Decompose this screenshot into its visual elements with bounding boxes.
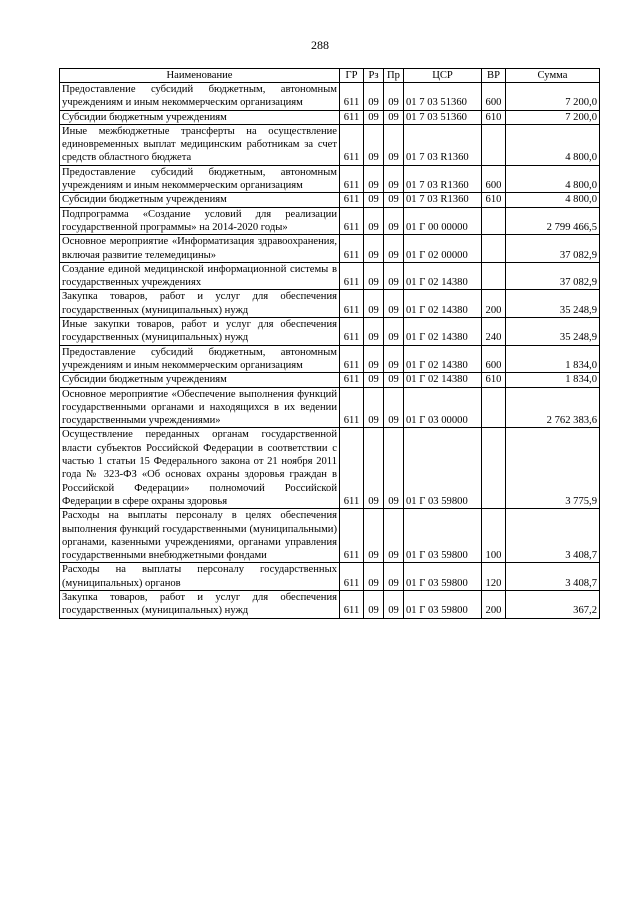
cell-gr: 611 — [340, 262, 364, 290]
cell-vr: 120 — [482, 563, 506, 591]
cell-gr: 611 — [340, 235, 364, 263]
cell-pr: 09 — [384, 345, 404, 373]
cell-vr: 100 — [482, 509, 506, 563]
table-row — [60, 124, 600, 165]
cell-vr — [482, 124, 506, 165]
column-header-vr: ВР — [482, 69, 506, 83]
cell-pr: 09 — [384, 207, 404, 235]
cell-csr: 01 Г 02 00000 — [404, 235, 482, 263]
cell-rz: 09 — [364, 345, 384, 373]
table-row — [60, 290, 600, 318]
column-header-pr: Пр — [384, 69, 404, 83]
cell-sum: 4 800,0 — [506, 124, 600, 165]
cell-csr: 01 Г 02 14380 — [404, 373, 482, 387]
cell-pr: 09 — [384, 83, 404, 111]
column-header-name: Наименование — [60, 69, 340, 83]
cell-rz: 09 — [364, 428, 384, 509]
cell-vr: 240 — [482, 318, 506, 346]
cell-rz: 09 — [364, 165, 384, 193]
cell-pr: 09 — [384, 262, 404, 290]
cell-gr: 611 — [340, 345, 364, 373]
cell-vr — [482, 207, 506, 235]
cell-name: Расходы на выплаты персоналу в целях обеспечения выполнения функций государственными (муниципальными) органами, казенными учреждениями, органами управления государственными внебюджетными фондами — [60, 509, 340, 563]
cell-csr: 01 Г 03 59800 — [404, 509, 482, 563]
cell-rz: 09 — [364, 509, 384, 563]
cell-vr — [482, 262, 506, 290]
cell-name: Закупка товаров, работ и услуг для обеспечения государственных (муниципальных) нужд — [60, 290, 340, 318]
cell-gr: 611 — [340, 110, 364, 124]
cell-sum: 7 200,0 — [506, 110, 600, 124]
cell-pr: 09 — [384, 165, 404, 193]
cell-rz: 09 — [364, 235, 384, 263]
table-row — [60, 318, 600, 346]
cell-pr: 09 — [384, 590, 404, 618]
cell-vr: 200 — [482, 290, 506, 318]
cell-pr: 09 — [384, 110, 404, 124]
cell-pr: 09 — [384, 124, 404, 165]
table-row — [60, 563, 600, 591]
cell-sum: 1 834,0 — [506, 345, 600, 373]
table-row — [60, 262, 600, 290]
cell-name: Подпрограмма «Создание условий для реализации государственной программы» на 2014-2020 годы» — [60, 207, 340, 235]
cell-name: Закупка товаров, работ и услуг для обеспечения государственных (муниципальных) нужд — [60, 590, 340, 618]
cell-pr: 09 — [384, 509, 404, 563]
column-header-csr: ЦСР — [404, 69, 482, 83]
cell-name: Расходы на выплаты персоналу государственных (муниципальных) органов — [60, 563, 340, 591]
cell-vr — [482, 428, 506, 509]
cell-gr: 611 — [340, 193, 364, 207]
cell-name: Предоставление субсидий бюджетным, автономным учреждениям и иным некоммерческим организациям — [60, 345, 340, 373]
table-row — [60, 387, 600, 428]
page-number: 288 — [311, 38, 329, 52]
cell-pr: 09 — [384, 428, 404, 509]
cell-csr: 01 Г 02 14380 — [404, 262, 482, 290]
cell-vr — [482, 235, 506, 263]
cell-csr: 01 Г 03 59800 — [404, 590, 482, 618]
table-row — [60, 165, 600, 193]
cell-gr: 611 — [340, 290, 364, 318]
cell-pr: 09 — [384, 563, 404, 591]
cell-gr: 611 — [340, 428, 364, 509]
cell-csr: 01 Г 00 00000 — [404, 207, 482, 235]
column-header-sum: Сумма — [506, 69, 600, 83]
cell-rz: 09 — [364, 387, 384, 428]
cell-csr: 01 Г 03 59800 — [404, 563, 482, 591]
cell-csr: 01 Г 02 14380 — [404, 318, 482, 346]
cell-csr: 01 7 03 R1360 — [404, 124, 482, 165]
cell-rz: 09 — [364, 110, 384, 124]
table-row — [60, 428, 600, 509]
cell-rz: 09 — [364, 193, 384, 207]
cell-sum: 35 248,9 — [506, 290, 600, 318]
cell-gr: 611 — [340, 207, 364, 235]
cell-name: Основное мероприятие «Информатизация здравоохранения, включая развитие телемедицины» — [60, 235, 340, 263]
cell-gr: 611 — [340, 318, 364, 346]
column-header-gr: ГР — [340, 69, 364, 83]
table-row — [60, 193, 600, 207]
cell-sum: 4 800,0 — [506, 193, 600, 207]
cell-rz: 09 — [364, 290, 384, 318]
cell-csr: 01 Г 02 14380 — [404, 345, 482, 373]
table-row — [60, 207, 600, 235]
cell-csr: 01 Г 03 59800 — [404, 428, 482, 509]
cell-csr: 01 Г 02 14380 — [404, 290, 482, 318]
cell-pr: 09 — [384, 387, 404, 428]
cell-rz: 09 — [364, 83, 384, 111]
cell-sum: 3 408,7 — [506, 563, 600, 591]
cell-vr — [482, 387, 506, 428]
cell-pr: 09 — [384, 193, 404, 207]
cell-name: Субсидии бюджетным учреждениям — [60, 110, 340, 124]
cell-gr: 611 — [340, 563, 364, 591]
table-row — [60, 235, 600, 263]
cell-sum: 3 775,9 — [506, 428, 600, 509]
cell-sum: 37 082,9 — [506, 235, 600, 263]
cell-csr: 01 7 03 51360 — [404, 83, 482, 111]
cell-rz: 09 — [364, 207, 384, 235]
cell-name: Субсидии бюджетным учреждениям — [60, 193, 340, 207]
cell-rz: 09 — [364, 262, 384, 290]
cell-rz: 09 — [364, 590, 384, 618]
cell-vr: 600 — [482, 345, 506, 373]
cell-pr: 09 — [384, 373, 404, 387]
cell-sum: 367,2 — [506, 590, 600, 618]
cell-gr: 611 — [340, 509, 364, 563]
table-row — [60, 345, 600, 373]
cell-name: Предоставление субсидий бюджетным, автономным учреждениям и иным некоммерческим организациям — [60, 165, 340, 193]
cell-sum: 35 248,9 — [506, 318, 600, 346]
cell-sum: 7 200,0 — [506, 83, 600, 111]
cell-name: Предоставление субсидий бюджетным, автономным учреждениям и иным некоммерческим организациям — [60, 83, 340, 111]
cell-vr: 610 — [482, 110, 506, 124]
budget-table — [59, 68, 600, 619]
table-row — [60, 373, 600, 387]
cell-sum: 1 834,0 — [506, 373, 600, 387]
cell-name: Осуществление переданных органам государственной власти субъектов Российской Федерации в соответствии с частью 1 статьи 15 Федерального закона от 21 ноября 2011 года № 323-ФЗ «Об основах охраны здоровья граждан в Российской Федерации» полномочий Российской Федерации в сфере охраны здоровья — [60, 428, 340, 509]
table-header-row — [60, 69, 600, 83]
cell-rz: 09 — [364, 373, 384, 387]
cell-pr: 09 — [384, 318, 404, 346]
cell-rz: 09 — [364, 563, 384, 591]
cell-csr: 01 7 03 51360 — [404, 110, 482, 124]
cell-gr: 611 — [340, 387, 364, 428]
cell-gr: 611 — [340, 124, 364, 165]
cell-gr: 611 — [340, 165, 364, 193]
table-row — [60, 590, 600, 618]
cell-rz: 09 — [364, 318, 384, 346]
cell-gr: 611 — [340, 373, 364, 387]
cell-vr: 600 — [482, 83, 506, 111]
cell-csr: 01 Г 03 00000 — [404, 387, 482, 428]
table-row — [60, 83, 600, 111]
cell-gr: 611 — [340, 590, 364, 618]
cell-csr: 01 7 03 R1360 — [404, 165, 482, 193]
cell-name: Иные закупки товаров, работ и услуг для обеспечения государственных (муниципальных) нужд — [60, 318, 340, 346]
cell-gr: 611 — [340, 83, 364, 111]
cell-sum: 2 762 383,6 — [506, 387, 600, 428]
cell-vr: 600 — [482, 165, 506, 193]
cell-pr: 09 — [384, 290, 404, 318]
cell-name: Основное мероприятие «Обеспечение выполнения функций государственными органами и находящихся в их ведении государственными учреждениями» — [60, 387, 340, 428]
cell-rz: 09 — [364, 124, 384, 165]
cell-sum: 4 800,0 — [506, 165, 600, 193]
column-header-rz: Рз — [364, 69, 384, 83]
table-row — [60, 110, 600, 124]
cell-sum: 3 408,7 — [506, 509, 600, 563]
cell-vr: 610 — [482, 373, 506, 387]
cell-sum: 2 799 466,5 — [506, 207, 600, 235]
cell-pr: 09 — [384, 235, 404, 263]
cell-vr: 610 — [482, 193, 506, 207]
cell-vr: 200 — [482, 590, 506, 618]
table-row — [60, 509, 600, 563]
cell-name: Иные межбюджетные трансферты на осуществление единовременных выплат медицинским работникам за счет средств областного бюджета — [60, 124, 340, 165]
cell-sum: 37 082,9 — [506, 262, 600, 290]
cell-csr: 01 7 03 R1360 — [404, 193, 482, 207]
cell-name: Создание единой медицинской информационной системы в государственных учреждениях — [60, 262, 340, 290]
cell-name: Субсидии бюджетным учреждениям — [60, 373, 340, 387]
table-body — [60, 83, 600, 619]
